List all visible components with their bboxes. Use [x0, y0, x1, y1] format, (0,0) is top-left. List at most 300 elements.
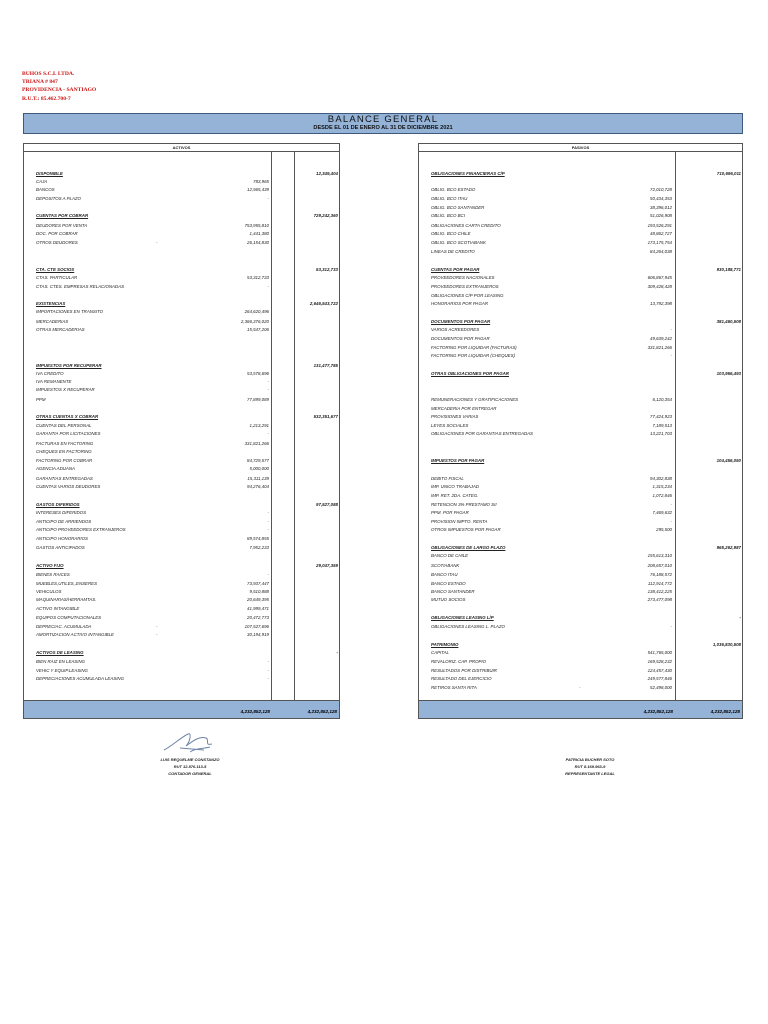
item-label: BANCO ESTADO — [431, 581, 466, 586]
line-item-row — [24, 441, 339, 447]
item-value: - — [267, 519, 269, 524]
item-value: 107,527,696 — [244, 624, 269, 629]
item-label: OTROS IMPUESTOS POR PAGAR — [431, 527, 501, 532]
line-item-row — [419, 301, 742, 307]
item-value: 94,276,404 — [247, 484, 269, 489]
item-value: 13,221,703 — [650, 431, 672, 436]
item-value: - — [267, 676, 269, 681]
section-row — [419, 171, 742, 177]
line-item-row — [24, 387, 339, 393]
line-item-row — [24, 449, 339, 455]
section-label: DOCUMENTOS POR PAGAR — [431, 319, 491, 324]
line-item-row — [419, 553, 742, 559]
line-item-row — [24, 458, 339, 464]
item-value: 84,264,038 — [650, 249, 672, 254]
section-row — [24, 267, 339, 273]
section-label: CTA. CTE SOCIOS — [36, 267, 75, 272]
item-label: DEPRECIAC. ACUMULADA — [36, 624, 92, 629]
section-row — [419, 545, 742, 551]
section-total: - — [336, 650, 338, 655]
line-item-row — [419, 336, 742, 342]
item-value: 20,472,773 — [247, 615, 269, 620]
line-item-row — [24, 632, 339, 638]
item-value: 331,821,266 — [244, 441, 269, 446]
item-value: 169,528,232 — [647, 659, 672, 664]
item-label: SCOTIABANK — [431, 563, 460, 568]
section-row — [24, 414, 339, 420]
item-value: 6,120,354 — [652, 397, 672, 402]
line-item-row — [419, 624, 742, 630]
line-item-row — [419, 293, 742, 299]
section-total: 104,456,050 — [716, 458, 741, 463]
line-item-row — [419, 187, 742, 193]
line-item-row — [24, 187, 339, 193]
item-value: 12,565,439 — [247, 187, 269, 192]
item-value: - — [267, 659, 269, 664]
item-label: ACTIVO INTANGIBLE — [36, 606, 80, 611]
item-label: OBLIG. BCO CHILE — [431, 231, 471, 236]
company-rut: R.U.T.: 85.462.700-7 — [22, 95, 71, 102]
item-label: FACTURAS EN FACTORING — [36, 441, 94, 446]
line-item-row — [419, 527, 742, 533]
section-row — [24, 213, 339, 219]
item-label: DOCUMENTOS POR PAGAR — [431, 336, 490, 341]
line-item-row — [24, 327, 339, 333]
section-total: 729,242,360 — [313, 213, 338, 218]
section-row — [24, 650, 339, 656]
line-item-row — [24, 466, 339, 472]
item-label: LINEAS DE CREDITO — [431, 249, 475, 254]
line-item-row — [419, 484, 742, 490]
item-value: - — [267, 196, 269, 201]
minus-sign: - — [579, 685, 581, 690]
item-value: 51,026,908 — [650, 213, 672, 218]
line-item-row — [24, 676, 339, 682]
item-label: VEHICULOS — [36, 589, 62, 594]
line-item-row — [419, 431, 742, 437]
line-item-row — [419, 249, 742, 255]
line-item-row — [419, 685, 742, 691]
item-value: 7,952,233 — [249, 545, 269, 550]
item-value: 753,955,810 — [244, 223, 269, 228]
item-value: 49,639,242 — [650, 336, 672, 341]
item-label: MUTUO SOCIOS — [431, 597, 466, 602]
line-item-row — [24, 223, 339, 229]
signer-role: CONTADOR GENERAL — [168, 771, 212, 776]
section-total: - — [739, 615, 741, 620]
line-item-row — [24, 397, 339, 403]
section-label: EXISTENCIAS — [36, 301, 66, 306]
item-value: 76,188,572 — [650, 572, 672, 577]
item-label: AGENCIA ADUANA — [36, 466, 75, 471]
line-item-row — [24, 668, 339, 674]
item-label: BANCO DE CHILE — [431, 553, 469, 558]
item-value: 1,441,380 — [249, 231, 269, 236]
company-name: BUHOS S.C.I. LTDA. — [22, 71, 75, 77]
item-value: 138,412,225 — [647, 589, 672, 594]
line-item-row — [419, 284, 742, 290]
item-value: - — [267, 527, 269, 532]
line-item-row — [24, 572, 339, 578]
item-value: - — [670, 327, 672, 332]
item-value: - — [670, 519, 672, 524]
item-value: 112,914,772 — [647, 581, 672, 586]
item-label: BIEN RAIZ EN LEASING — [36, 659, 86, 664]
line-item-row — [419, 423, 742, 429]
signature-scribble — [160, 728, 220, 756]
line-item-row — [24, 371, 339, 377]
item-label: CUENTAS DEL PERSONAL — [36, 423, 92, 428]
line-item-row — [419, 231, 742, 237]
line-item-row — [419, 223, 742, 229]
item-label: PROVISION IMPTO. RENTA — [431, 519, 488, 524]
item-value: - — [267, 284, 269, 289]
signer-rut: RUT 12.876.113-5 — [173, 764, 207, 769]
line-item-row — [24, 179, 339, 185]
section-total: 97,527,088 — [316, 502, 338, 507]
line-item-row — [24, 589, 339, 595]
section-row — [419, 642, 742, 648]
item-value: 30,194,919 — [247, 632, 269, 637]
minus-sign: - — [156, 624, 158, 629]
signature-left — [120, 756, 260, 777]
item-value: - — [670, 624, 672, 629]
item-value: 52,498,000 — [650, 685, 672, 690]
item-label: DEBITO FISCAL — [431, 476, 464, 481]
item-label: RETENCION 3% PRESTAMO SII — [431, 502, 497, 507]
item-value: 173,175,754 — [647, 240, 672, 245]
section-total: 532,351,677 — [313, 414, 338, 419]
item-value: 13,792,398 — [650, 301, 672, 306]
section-label: GASTOS DIFERIDOS — [36, 502, 80, 507]
item-label: LEYES SOCIALES — [431, 423, 469, 428]
signer-role: REPRESENTANTE LEGAL — [565, 771, 615, 776]
item-label: OBLIGACIONES C/P POR LEASING — [431, 293, 504, 298]
item-label: RESULTADOS POR DISTRIBUIR — [431, 668, 497, 673]
item-value: 15,311,139 — [247, 476, 269, 481]
line-item-row — [24, 284, 339, 290]
item-value: 155,613,310 — [647, 553, 672, 558]
line-item-row — [24, 510, 339, 516]
section-label: OTRAS OBLIGACIONES POR PAGAR — [431, 371, 509, 376]
item-label: BANCO SANTANDER — [431, 589, 475, 594]
line-item-row — [419, 589, 742, 595]
section-row — [419, 371, 742, 377]
line-item-row — [24, 597, 339, 603]
item-label: CAPITAL — [431, 650, 449, 655]
line-item-row — [24, 240, 339, 246]
item-label: REMUNERACIONES Y GRATIFICACIONES — [431, 397, 519, 402]
item-value: - — [267, 510, 269, 515]
item-value: 53,312,733 — [247, 275, 269, 280]
item-label: OBLIG. BCO ESTADO — [431, 187, 476, 192]
title-banner — [23, 113, 743, 134]
item-label: BANCOS — [36, 187, 55, 192]
item-label: AMORTIZACION ACTIVO INTANGIBLE — [36, 632, 114, 637]
item-label: GARANTIA POR LICITACIONES — [36, 431, 101, 436]
item-label: BIENES RAICES — [36, 572, 70, 577]
item-label: DEPRECIACIONES ACUMULADA LEASING — [36, 676, 124, 681]
signer-name: PATRICIA BUCHER SOTO — [565, 757, 615, 762]
section-row — [419, 615, 742, 621]
item-value: 5,000,000 — [249, 466, 269, 471]
item-label: IMP. RET. 2DA. CATEG. — [431, 493, 479, 498]
item-label: OTROS DEUDORES — [36, 240, 78, 245]
section-total: 103,956,493 — [716, 371, 741, 376]
item-label: CAJA — [36, 179, 48, 184]
line-item-row — [419, 597, 742, 603]
line-item-row — [24, 581, 339, 587]
item-value: 89,574,855 — [247, 536, 269, 541]
minus-sign: - — [156, 632, 158, 637]
section-total: 2,646,543,722 — [309, 301, 338, 306]
section-total: 381,460,508 — [716, 319, 741, 324]
item-value: 1,315,234 — [652, 484, 672, 489]
signature-right — [520, 756, 660, 777]
item-label: BANCO ITAU — [431, 572, 458, 577]
item-value: 7,189,513 — [652, 423, 672, 428]
item-label: OBLIG. BCO SCOTIABANK — [431, 240, 486, 245]
signer-rut: RUT 8.169.963-9 — [574, 764, 606, 769]
item-label: CUENTAS VARIOS DEUDORES — [36, 484, 101, 489]
item-label: OBLIG. BCO BCI — [431, 213, 465, 218]
page-subtitle: DESDE EL 01 DE ENERO AL 31 DE DICIEMBRE 2021 — [313, 125, 453, 131]
activos-total-outer: 4,232,852,128 — [307, 709, 337, 714]
item-value: 53,578,696 — [247, 371, 269, 376]
line-item-row — [24, 423, 339, 429]
item-value: 38,396,012 — [650, 205, 672, 210]
page-title: BALANCE GENERAL — [327, 114, 439, 125]
item-value: 20,649,395 — [247, 597, 269, 602]
line-item-row — [419, 353, 742, 359]
item-value: 94,302,838 — [650, 476, 672, 481]
item-label: MERCADERIA POR ENTREGAR — [431, 406, 497, 411]
section-row — [24, 171, 339, 177]
item-value: - — [670, 353, 672, 358]
item-label: ANTICIPO DE ARRIENDOS — [36, 519, 92, 524]
line-item-row — [24, 519, 339, 525]
section-row — [419, 458, 742, 464]
item-value: 77,424,923 — [650, 414, 672, 419]
item-label: FACTORING POR LIQUIDAR (CHEQUES) — [431, 353, 515, 358]
section-label: CUENTAS POR PAGAR — [431, 267, 480, 272]
item-label: PPM — [36, 397, 46, 402]
line-item-row — [419, 493, 742, 499]
line-item-row — [419, 205, 742, 211]
section-row — [419, 319, 742, 325]
item-label: CHEQUES EN FACTORING — [36, 449, 92, 454]
line-item-row — [24, 476, 339, 482]
item-label: INTERESES DIFERIDOS — [36, 510, 87, 515]
line-item-row — [24, 431, 339, 437]
item-value: 606,867,945 — [647, 275, 672, 280]
section-label: OBLIGACIONES LEASING L/P — [431, 615, 494, 620]
item-label: IVA REMANENTE — [36, 379, 72, 384]
section-label: DISPONIBLE — [36, 171, 63, 176]
item-value: 193,526,291 — [647, 223, 672, 228]
line-item-row — [24, 615, 339, 621]
item-value: - — [670, 502, 672, 507]
pasivos-header: PASIVOS — [419, 144, 742, 152]
item-label: OBLIG. BCO ITAU — [431, 196, 468, 201]
section-label: PATRIMONIO — [431, 642, 459, 647]
item-value: 48,862,727 — [650, 231, 672, 236]
item-value: 783,965 — [253, 179, 269, 184]
line-item-row — [419, 572, 742, 578]
line-item-row — [419, 406, 742, 412]
section-total: 131,477,785 — [313, 363, 338, 368]
activos-header: ACTIVOS — [24, 144, 339, 152]
item-value: 26,154,830 — [247, 240, 269, 245]
section-total: 710,696,011 — [716, 171, 741, 176]
item-label: RETIROS SANTA RITA — [431, 685, 477, 690]
item-label: MERCADERIAS — [36, 319, 69, 324]
item-label: IMPUESTOS X RECUPERAR — [36, 387, 95, 392]
line-item-row — [419, 397, 742, 403]
line-item-row — [419, 676, 742, 682]
item-label: PROVISIONES VARIAS — [431, 414, 479, 419]
line-item-row — [24, 319, 339, 325]
item-label: EQUIPOS COMPUTACIONALES — [36, 615, 102, 620]
item-label: PPM. POR PAGAR — [431, 510, 469, 515]
item-value: - — [267, 387, 269, 392]
item-value: - — [267, 379, 269, 384]
line-item-row — [24, 527, 339, 533]
company-city: PROVIDENCIA - SANTIAGO — [22, 87, 97, 94]
line-item-row — [419, 275, 742, 281]
section-label: ACTIVO FIJO — [36, 563, 64, 568]
line-item-row — [24, 379, 339, 385]
item-label: PROVEEDORES NACIONALES — [431, 275, 495, 280]
item-value: 72,010,728 — [650, 187, 672, 192]
line-item-row — [419, 213, 742, 219]
line-item-row — [24, 624, 339, 630]
section-row — [24, 563, 339, 569]
line-item-row — [24, 659, 339, 665]
line-item-row — [419, 414, 742, 420]
item-value: 77,899,089 — [247, 397, 269, 402]
item-value: 9,510,888 — [249, 589, 269, 594]
item-label: OBLIG. BCO SANTANDER — [431, 205, 485, 210]
pasivos-total-bar — [419, 700, 742, 718]
activos-total-inner: 4,232,852,128 — [240, 709, 270, 714]
line-item-row — [419, 668, 742, 674]
item-label: HONORARIOS POR PAGAR — [431, 301, 489, 306]
line-item-row — [24, 196, 339, 202]
section-label: IMPUESTOS POR PAGAR — [431, 458, 485, 463]
item-label: ANTICIPO HONORARIOS — [36, 536, 88, 541]
item-label: VEHIC Y EQUIP.LEASING — [36, 668, 88, 673]
section-total: 12,349,404 — [316, 171, 338, 176]
item-label: DOC. POR COBRAR — [36, 231, 78, 236]
item-label: GASTOS ANTICIPADOS — [36, 545, 85, 550]
item-value: - — [267, 431, 269, 436]
item-label: FACTORING POR LIQUIDAR (FACTURAS) — [431, 345, 517, 350]
item-value: 331,821,266 — [647, 345, 672, 350]
line-item-row — [419, 196, 742, 202]
item-label: OBLIGACIONES LEASING L. PLAZO — [431, 624, 505, 629]
item-label: VARIOS ACREEDORES — [431, 327, 480, 332]
pasivos-panel — [418, 143, 743, 719]
line-item-row — [24, 275, 339, 281]
item-label: IVA CREDITO — [36, 371, 64, 376]
line-item-row — [24, 231, 339, 237]
item-value: 309,428,428 — [647, 284, 672, 289]
item-label: MUEBLES,UTILES,,ENSERES — [36, 581, 97, 586]
item-label: REVALORIZ. CAP. PROPIO — [431, 659, 487, 664]
line-item-row — [419, 581, 742, 587]
line-item-row — [24, 309, 339, 315]
item-value: 84,729,577 — [247, 458, 269, 463]
item-label: RESULTADO DEL EJERCICIO — [431, 676, 492, 681]
line-item-row — [419, 519, 742, 525]
item-value: 1,213,291 — [249, 423, 269, 428]
section-label: OBLIGACIONES FINANCIERAS C/P — [431, 171, 505, 176]
item-label: GARANTIAS ENTREGADAS — [36, 476, 93, 481]
item-value: 249,577,846 — [647, 676, 672, 681]
section-row — [419, 267, 742, 273]
item-value: - — [267, 572, 269, 577]
pasivos-total-outer: 4,232,852,128 — [710, 709, 740, 714]
pasivos-total-inner: 4,232,852,128 — [643, 709, 673, 714]
item-label: IMP. UNICO TRABAJAD — [431, 484, 479, 489]
item-value: 124,457,430 — [647, 668, 672, 673]
item-value: 2,366,376,020 — [240, 319, 269, 324]
line-item-row — [419, 476, 742, 482]
section-total: 930,188,771 — [716, 267, 741, 272]
item-value: 295,500 — [656, 527, 672, 532]
item-label: DEUDORES POR VENTA — [36, 223, 88, 228]
minus-sign: - — [156, 240, 158, 245]
line-item-row — [419, 563, 742, 569]
item-value: - — [267, 668, 269, 673]
line-item-row — [24, 536, 339, 542]
section-total: 965,262,987 — [716, 545, 741, 550]
section-total: 29,047,359 — [316, 563, 338, 568]
item-label: CTAS. PARTICULAR — [36, 275, 78, 280]
item-label: FACTORING POR COBRAR — [36, 458, 93, 463]
line-item-row — [419, 240, 742, 246]
line-item-row — [419, 327, 742, 333]
section-label: OTRAS CUENTAS X COBRAR — [36, 414, 99, 419]
item-value: 50,434,353 — [650, 196, 672, 201]
line-item-row — [419, 345, 742, 351]
item-value: 264,620,496 — [244, 309, 269, 314]
section-total: 1,036,830,508 — [712, 642, 741, 647]
section-row — [24, 363, 339, 369]
item-label: OTRAS MERCADERIAS — [36, 327, 85, 332]
company-info — [22, 70, 96, 103]
item-label: PROVEEDORES EXTRANJEROS — [431, 284, 499, 289]
activos-total-bar — [24, 700, 339, 718]
item-value: 541,765,000 — [647, 650, 672, 655]
item-value: 273,477,098 — [647, 597, 672, 602]
section-label: ACTIVOS DE LEASING — [36, 650, 84, 655]
item-label: DEPOSITOS A PLAZO — [36, 196, 81, 201]
signer-name: LUIS REQUELME CONSTANZO — [160, 757, 220, 762]
item-label: IMPORTACIONES EN TRANSITO — [36, 309, 104, 314]
line-item-row — [419, 650, 742, 656]
item-value: 73,937,447 — [247, 581, 269, 586]
item-value: 1,072,846 — [652, 493, 672, 498]
line-item-row — [24, 545, 339, 551]
item-value: 15,547,206 — [247, 327, 269, 332]
company-address: TRIANA # 847 — [22, 79, 58, 86]
line-item-row — [419, 510, 742, 516]
section-label: OBLIGACIONES DE LARGO PLAZO — [431, 545, 506, 550]
item-label: MAQUINARIAS/HERRAMTAS. — [36, 597, 97, 602]
item-value: 7,469,632 — [652, 510, 672, 515]
